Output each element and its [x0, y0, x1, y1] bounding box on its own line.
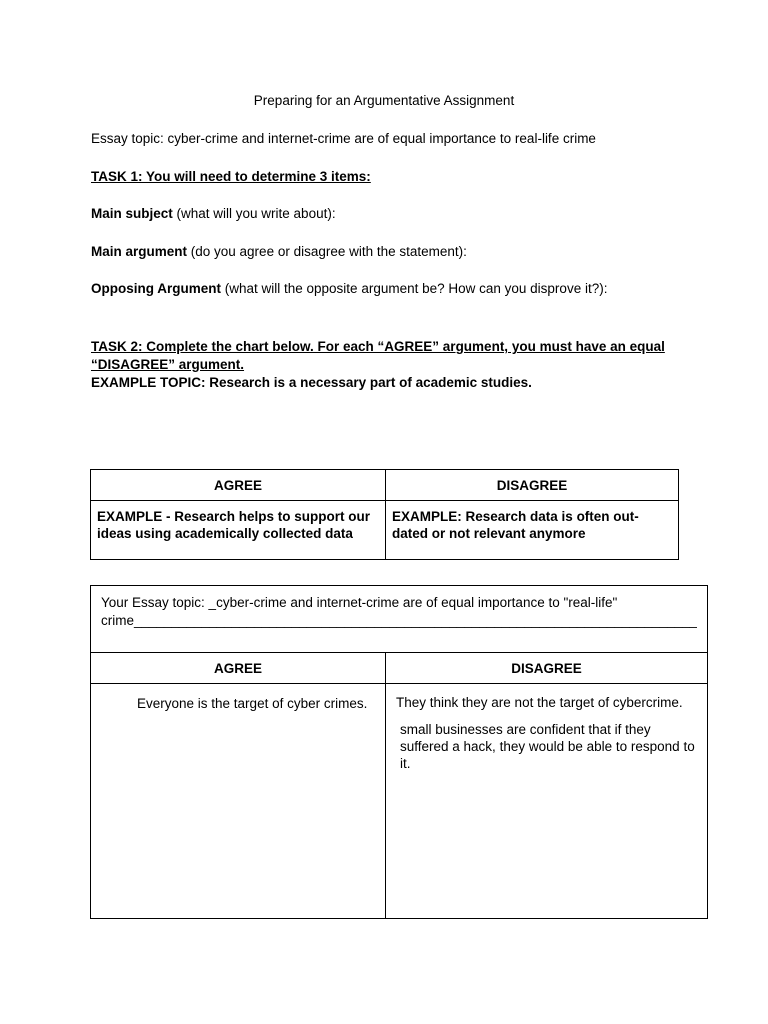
agree-header: AGREE: [91, 653, 386, 684]
table-row: [91, 501, 679, 560]
example-topic-text: EXAMPLE TOPIC: Research is a necessary part of academic studies.: [91, 375, 532, 390]
task2-heading-text-1: TASK 2: Complete the chart below. For each “AGREE” argument, you must have an equal: [91, 339, 665, 354]
disagree-example: EXAMPLE: Research data is often out-dated or not relevant anymore: [386, 501, 679, 560]
agree-header: AGREE: [91, 470, 386, 501]
disagree-header: DISAGREE: [386, 653, 708, 684]
main-subject-line: [91, 206, 336, 221]
table-row: [91, 684, 708, 919]
opposing-argument-label: Opposing Argument: [91, 281, 221, 296]
task2-heading-line2: [91, 357, 244, 372]
task1-heading-text: TASK 1: You will need to determine 3 items:: [91, 169, 371, 184]
main-argument-label: Main argument: [91, 244, 188, 259]
example-table: [90, 469, 679, 560]
task2-heading-text-2: “DISAGREE” argument.: [91, 357, 245, 372]
essay-table: [90, 585, 708, 919]
main-argument-line: [91, 244, 467, 259]
task1-heading: [91, 169, 371, 184]
main-argument-hint: (do you agree or disagree with the statement):: [187, 244, 467, 259]
essay-topic-text-1: Your Essay topic: _cyber-crime and internet-crime are of equal importance to "real-life": [101, 595, 618, 610]
page-title: Preparing for an Argumentative Assignment: [253, 93, 515, 108]
essay-topic-cell[interactable]: [91, 586, 708, 653]
essay-topic-line: Essay topic: cyber-crime and internet-crime are of equal importance to real-life crime: [91, 131, 596, 146]
table-row: [91, 586, 708, 653]
opposing-argument-line: [91, 281, 607, 296]
disagree-header: DISAGREE: [386, 470, 679, 501]
main-subject-hint: (what will you write about):: [172, 206, 336, 221]
agree-response-cell[interactable]: [91, 684, 386, 919]
essay-topic-text-2: crime___________________________________________________________________________: [101, 613, 698, 628]
disagree-response-cell[interactable]: [386, 684, 708, 919]
agree-response: Everyone is the target of cyber crimes.: [137, 696, 368, 711]
task2-heading-line1: [91, 339, 665, 354]
disagree-response-1: They think they are not the target of cybercrime.: [396, 695, 683, 710]
table-row: [91, 470, 679, 501]
disagree-response-2: small businesses are confident that if they suffered a hack, they would be able to respond to it.: [400, 722, 695, 771]
main-subject-label: Main subject: [91, 206, 173, 221]
opposing-argument-hint: (what will the opposite argument be? How can you disprove it?):: [221, 281, 608, 296]
example-topic: [91, 375, 532, 390]
table-row: [91, 653, 708, 684]
agree-example: EXAMPLE - Research helps to support our ideas using academically collected data: [91, 501, 386, 560]
